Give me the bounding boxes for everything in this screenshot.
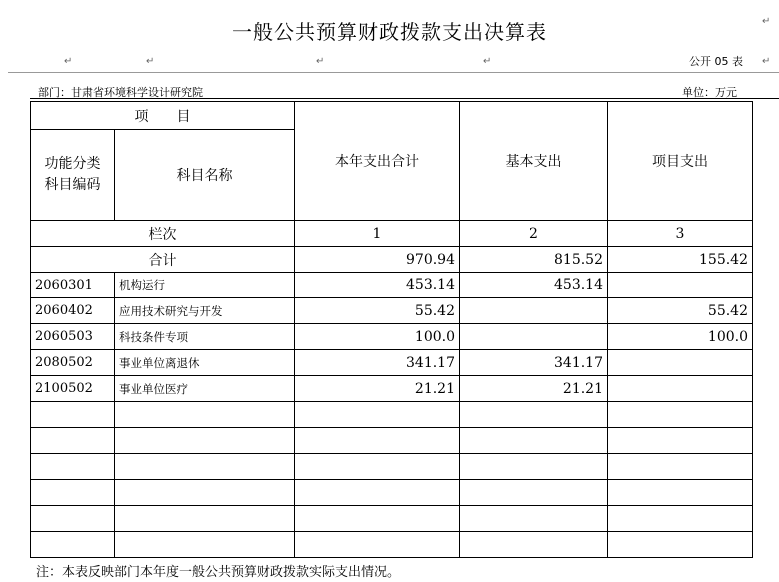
page-title: 一般公共预算财政拨款支出决算表 [232, 20, 547, 44]
row-total: 55.42 [295, 298, 460, 324]
totals-label: 合计 [31, 247, 295, 273]
paragraph-mark-icon: ↵ [762, 16, 771, 27]
totals-total: 970.94 [295, 247, 460, 273]
empty-row [31, 454, 753, 480]
column-index-3: 3 [608, 221, 753, 247]
row-project: 100.0 [608, 324, 753, 350]
empty-row [31, 506, 753, 532]
code-header [31, 130, 115, 221]
row-basic: 341.17 [460, 350, 608, 376]
code-header-line2: 科目编码 [44, 177, 101, 193]
table-row [31, 298, 753, 324]
unit-label: 单位：万元 [682, 86, 737, 99]
row-total: 341.17 [295, 350, 460, 376]
empty-row [31, 428, 753, 454]
name-header: 科目名称 [115, 130, 295, 221]
column-index-label: 栏次 [31, 221, 295, 247]
row-total: 100.0 [295, 324, 460, 350]
paragraph-mark-icon: ↵ [762, 56, 771, 67]
row-code: 2060402 [31, 298, 115, 324]
header-divider [8, 72, 779, 73]
row-code: 2060301 [31, 273, 115, 298]
paragraph-mark-icon: ↵ [483, 56, 492, 67]
row-basic: 453.14 [460, 273, 608, 298]
expenditure-table [30, 101, 753, 558]
table-row [31, 324, 753, 350]
totals-basic: 815.52 [460, 247, 608, 273]
row-basic [460, 324, 608, 350]
paragraph-mark-icon: ↵ [316, 56, 325, 67]
row-name: 机构运行 [115, 273, 295, 298]
row-code: 2060503 [31, 324, 115, 350]
department-label: 部门：甘肃省环境科学设计研究院 [38, 86, 203, 99]
empty-row [31, 532, 753, 558]
column-index-1: 1 [295, 221, 460, 247]
code-header-line1: 功能分类 [44, 156, 101, 172]
row-project [608, 273, 753, 298]
row-project [608, 376, 753, 402]
empty-row [31, 402, 753, 428]
paragraph-mark-icon: ↵ [64, 56, 73, 67]
row-name: 应用技术研究与开发 [115, 298, 295, 324]
item-header: 项 目 [31, 102, 295, 130]
empty-row [31, 480, 753, 506]
project-header: 项目支出 [608, 102, 753, 221]
row-code: 2100502 [31, 376, 115, 402]
total-header: 本年支出合计 [295, 102, 460, 221]
footnote: 注：本表反映部门本年度一般公共预算财政拨款实际支出情况。 [36, 565, 401, 580]
row-project [608, 350, 753, 376]
row-name: 事业单位医疗 [115, 376, 295, 402]
column-index-2: 2 [460, 221, 608, 247]
row-name: 事业单位离退休 [115, 350, 295, 376]
row-project: 55.42 [608, 298, 753, 324]
paragraph-mark-icon: ↵ [146, 56, 155, 67]
basic-header: 基本支出 [460, 102, 608, 221]
table-number: 公开 05 表 [689, 55, 743, 68]
row-code: 2080502 [31, 350, 115, 376]
row-total: 21.21 [295, 376, 460, 402]
row-basic: 21.21 [460, 376, 608, 402]
table-row [31, 273, 753, 298]
table-row [31, 350, 753, 376]
row-total: 453.14 [295, 273, 460, 298]
row-name: 科技条件专项 [115, 324, 295, 350]
row-basic [460, 298, 608, 324]
table-row [31, 376, 753, 402]
totals-project: 155.42 [608, 247, 753, 273]
